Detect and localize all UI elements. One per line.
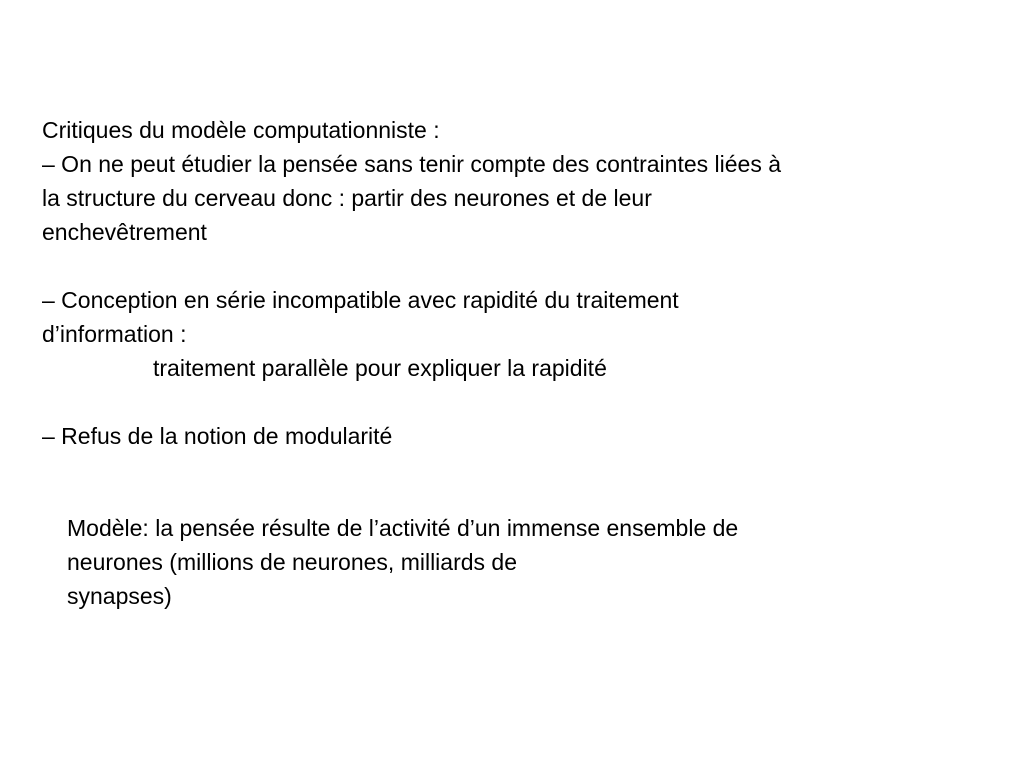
model-line-1: Modèle: la pensée résulte de l’activité d’un immense ensemble de	[67, 515, 739, 541]
critiques-heading: Critiques du modèle computationniste :	[42, 117, 440, 143]
point-3-line-1: – Refus de la notion de modularité	[42, 423, 393, 449]
point-2-line-2: d’information :	[42, 321, 187, 347]
point-2-detail: traitement parallèle pour expliquer la rapidité	[153, 355, 607, 381]
model-line-2: neurones (millions de neurones, milliards de	[67, 549, 518, 575]
point-1-line-2: la structure du cerveau donc : partir des neurones et de leur	[42, 185, 652, 211]
point-1-line-1: – On ne peut étudier la pensée sans tenir compte des contraintes liées à	[42, 151, 782, 177]
point-1-line-3: enchevêtrement	[42, 219, 207, 245]
point-2-line-1: – Conception en série incompatible avec rapidité du traitement	[42, 287, 679, 313]
model-line-3: synapses)	[67, 583, 172, 609]
